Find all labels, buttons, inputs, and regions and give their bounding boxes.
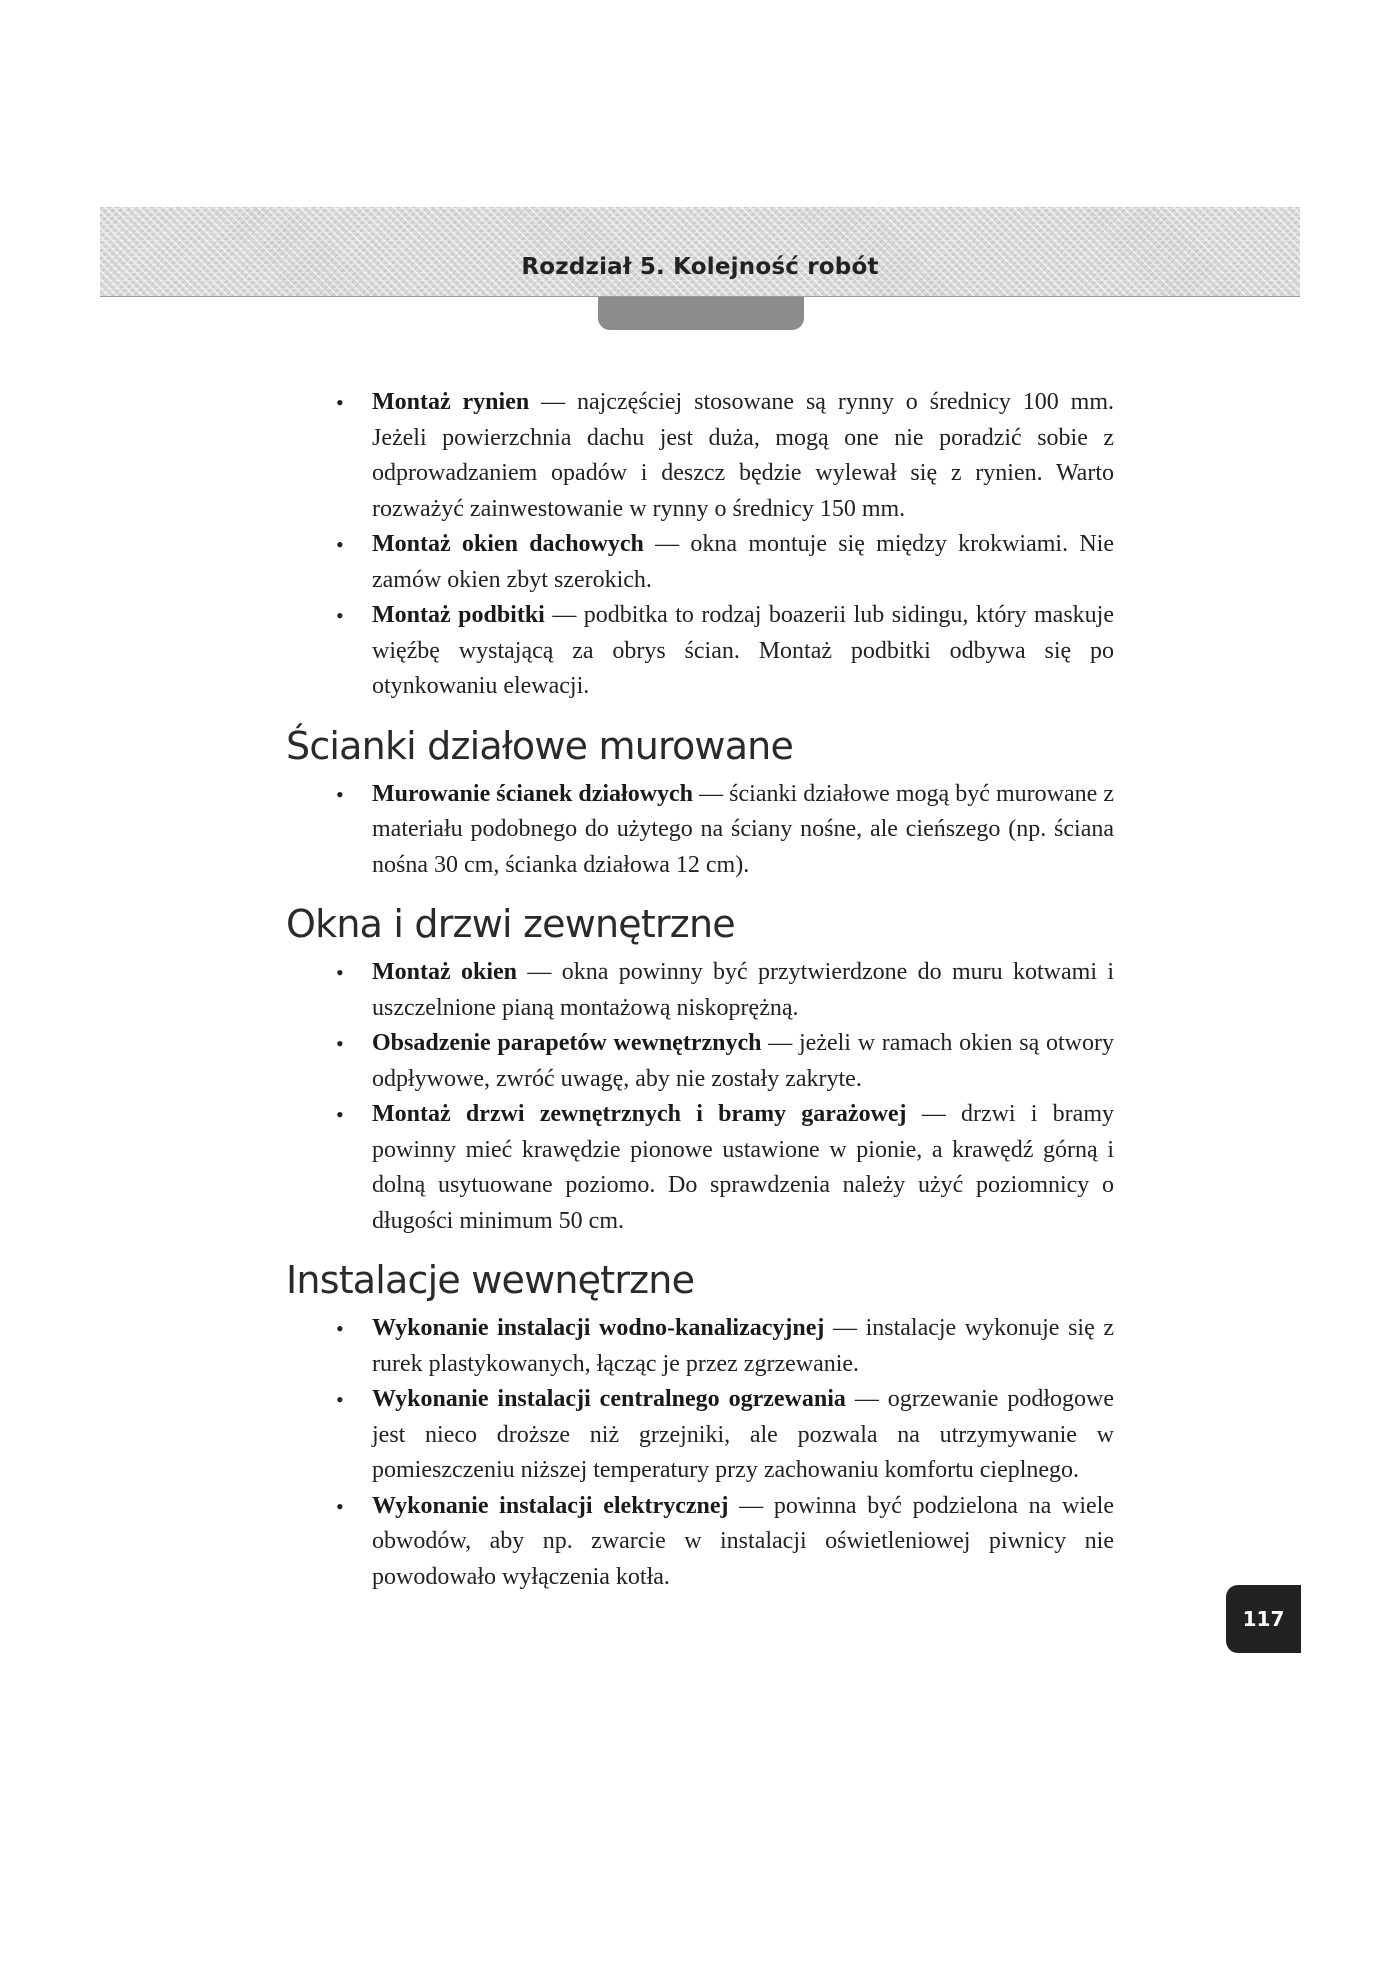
chapter-header-band [100, 207, 1300, 297]
bullet-icon: • [336, 532, 344, 557]
page-number: 117 [1226, 1585, 1301, 1653]
item-text: — powinna być podzielona na wiele obwodów, aby np. zwarcie w instalacji oświetleniowej piwnicy nie powodowało wyłączenia kotła. [372, 1492, 1114, 1590]
item-term: Montaż okien dachowych [372, 531, 644, 557]
list-item [286, 1026, 1114, 1097]
bullet-icon: • [336, 1316, 344, 1341]
intro-bullet-list [286, 385, 1114, 705]
header-tab [598, 297, 804, 330]
item-text: — najczęściej stosowane są rynny o średnicy 100 mm. Jeżeli powierzchnia dachu jest duża, mogą one nie poradzić sobie z odprowadzaniem opadów i deszcz będzie wylewał się z rynien. Warto rozważyć zainwestowanie w rynny o średnicy 150 mm. [372, 389, 1115, 522]
section-bullet-list [286, 1311, 1114, 1595]
bullet-icon: • [336, 390, 344, 415]
bullet-icon: • [336, 603, 344, 628]
item-text: — drzwi i bramy powinny mieć krawędzie pionowe ustawione w pionie, a krawędź górną i dolną usytuowane poziomo. Do sprawdzenia należy użyć poziomnicy o długości minimum 50 cm. [372, 1101, 1114, 1234]
item-term: Montaż podbitki [372, 602, 545, 628]
bullet-icon: • [336, 1387, 344, 1412]
section-bullet-list [286, 955, 1114, 1239]
item-term: Murowanie ścianek działowych [372, 780, 694, 807]
item-term: Montaż rynien [372, 389, 530, 415]
list-item [286, 598, 1114, 705]
item-term: Obsadzenie parapetów wewnętrznych [372, 1030, 762, 1056]
item-text: — ścianki działowe mogą być murowane z materiału podobnego do użytego na ściany nośne, ale cieńszego (np. ściana nośna 30 cm, ścianka działowa 12 cm). [372, 780, 1114, 878]
item-term: Montaż okien [372, 959, 518, 985]
list-item [286, 385, 1114, 527]
list-item [286, 955, 1114, 1026]
sections-container [286, 723, 1114, 1596]
item-term: Wykonanie instalacji elektrycznej [372, 1492, 729, 1519]
item-term: Wykonanie instalacji centralnego ogrzewania [372, 1386, 846, 1412]
section-heading: Ścianki działowe murowane [286, 723, 794, 768]
list-item [286, 777, 1114, 884]
item-text: — ogrzewanie podłogowe jest nieco droższe niż grzejniki, ale pozwala na utrzymywanie w pomieszczeniu niższej temperatury przy zachowaniu komfortu cieplnego. [372, 1386, 1114, 1483]
list-item [286, 1382, 1114, 1489]
item-term: Wykonanie instalacji wodno-kanalizacyjnej [372, 1315, 825, 1341]
bullet-icon: • [336, 1102, 344, 1127]
list-item [286, 1489, 1114, 1596]
list-item [286, 1097, 1114, 1239]
bullet-icon: • [336, 781, 344, 807]
item-text: — instalacje wykonuje się z rurek plastykowanych, łącząc je przez zgrzewanie. [372, 1315, 1114, 1377]
chapter-title: Rozdział 5. Kolejność robót [521, 254, 879, 280]
item-term: Montaż drzwi zewnętrznych i bramy garażowej [372, 1101, 907, 1127]
section-bullet-list [286, 777, 1114, 884]
page-content [286, 385, 1114, 1595]
bullet-icon: • [336, 1031, 344, 1056]
section-heading: Okna i drzwi zewnętrzne [286, 902, 735, 946]
list-item [286, 527, 1114, 598]
bullet-icon: • [336, 1493, 344, 1519]
item-text: — okna powinny być przytwierdzone do muru kotwami i uszczelnione pianą montażową niskoprężną. [372, 959, 1114, 1021]
item-text: — okna montuje się między krokwiami. Nie zamów okien zbyt szerokich. [372, 531, 1114, 593]
list-item [286, 1311, 1114, 1382]
item-text: — podbitka to rodzaj boazerii lub sidingu, który maskuje więźbę wystającą za obrys ścian. Montaż podbitki odbywa się po otynkowaniu elewacji. [372, 602, 1114, 699]
bullet-icon: • [336, 960, 344, 985]
item-text: — jeżeli w ramach okien są otwory odpływowe, zwróć uwagę, aby nie zostały zakryte. [372, 1030, 1114, 1092]
section-heading: Instalacje wewnętrzne [286, 1258, 695, 1302]
